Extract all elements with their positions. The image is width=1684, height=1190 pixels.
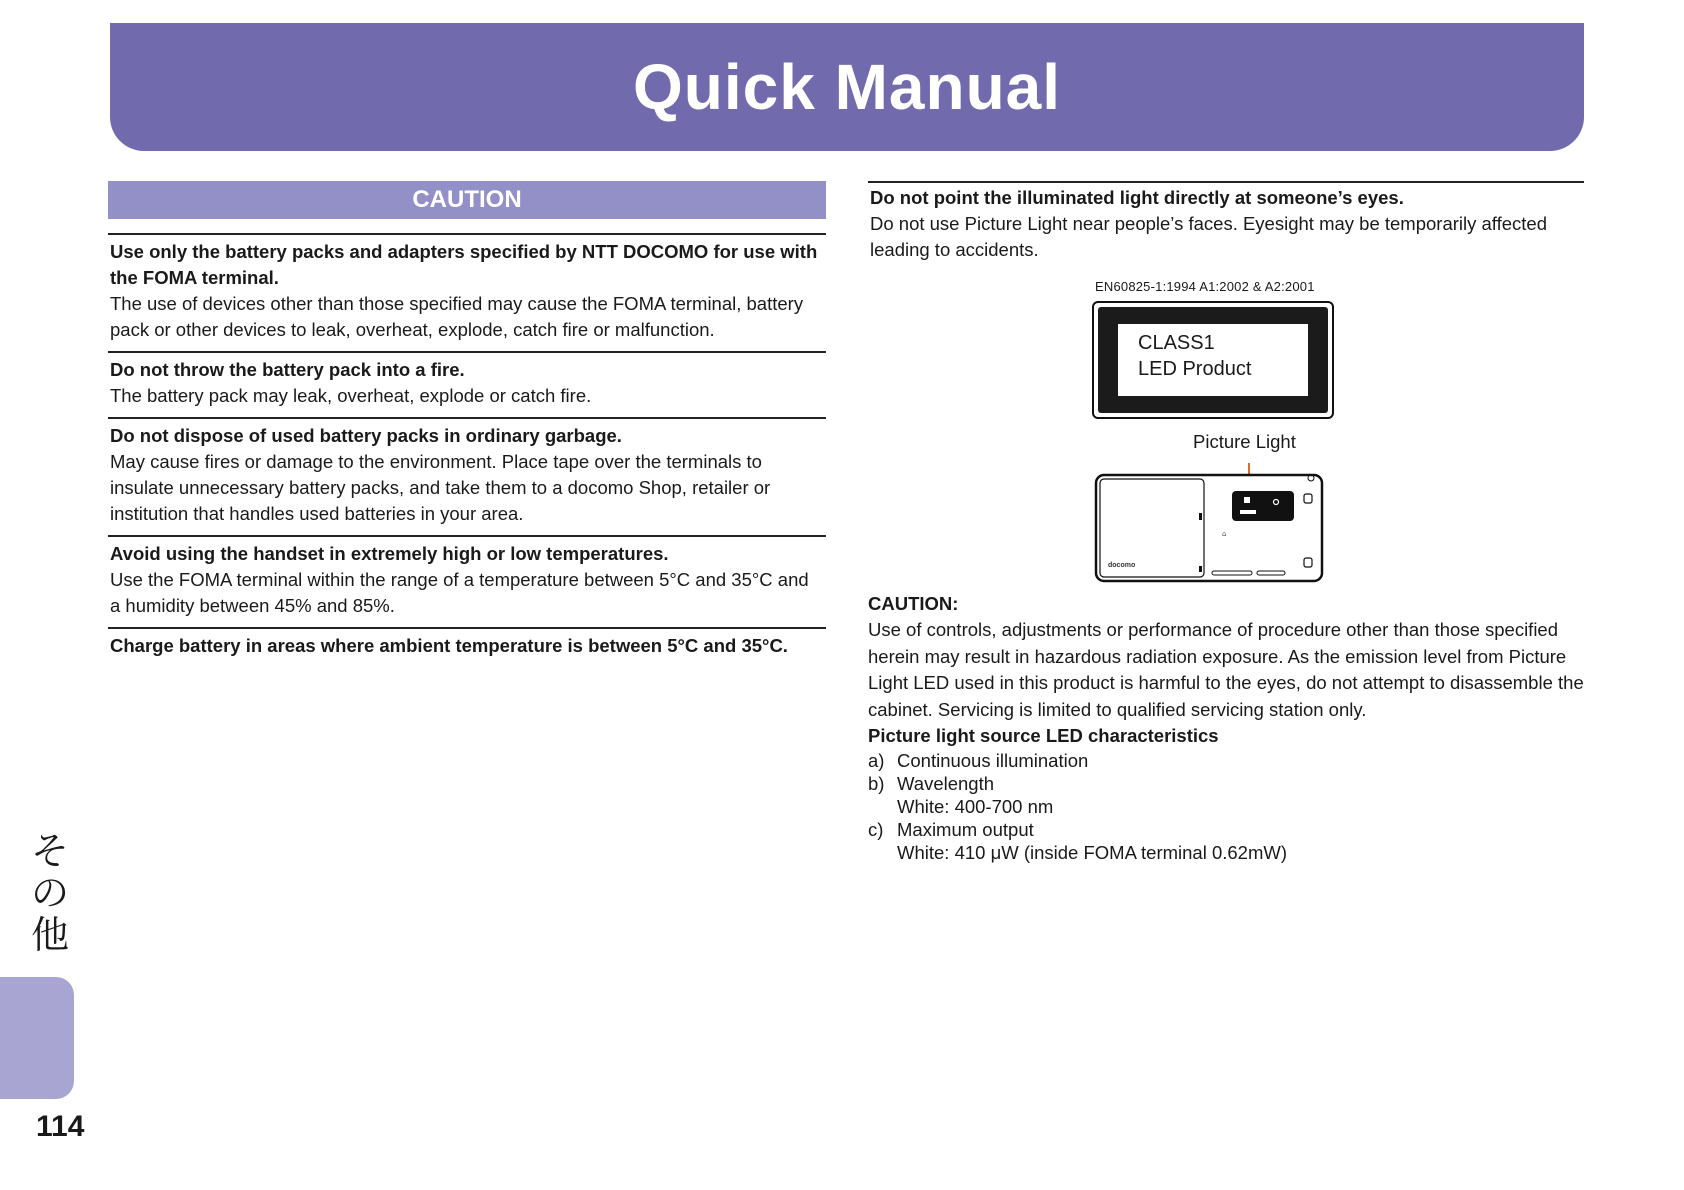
caution-bar: CAUTION [108, 181, 826, 219]
svg-text:⌂: ⌂ [1222, 530, 1227, 538]
eye-warning-body: Do not use Picture Light near people’s faces. Eyesight may be temporarily affected leading to accidents. [870, 213, 1548, 260]
brand-text: docomo [1108, 562, 1136, 569]
chapter-label [30, 830, 70, 956]
class-line: CLASS1 [1138, 332, 1215, 354]
caution-section [108, 233, 826, 349]
eye-warning-section [868, 181, 1584, 269]
list-sub-item: White: 410 μW (inside FOMA terminal 0.62mW) [897, 842, 1288, 863]
chapter-tab [0, 977, 74, 1099]
caution-section [108, 535, 826, 625]
section-heading: Do not throw the battery pack into a fire. [110, 359, 465, 380]
left-column [108, 181, 826, 667]
camera-module [1232, 491, 1294, 521]
list-item: c) Maximum output [868, 819, 1034, 840]
led-product-line: LED Product [1138, 358, 1252, 380]
section-body: The use of devices other than those specified may cause the FOMA terminal, battery pack or other devices to leak, overheat, explode, catch fire or malfunction. [110, 293, 804, 340]
section-body: The battery pack may leak, overheat, explode or catch fire. [110, 385, 592, 406]
eye-warning-heading: Do not point the illuminated light directly at someone’s eyes. [870, 187, 1404, 208]
led-label-figure [868, 271, 1584, 591]
page-number: 114 [36, 1110, 85, 1143]
caution-section [108, 627, 826, 665]
section-heading: Avoid using the handset in extremely high or low temperatures. [110, 543, 669, 564]
list-item: a) Continuous illumination [868, 750, 1089, 771]
characteristics-list [868, 749, 1584, 864]
section-body: May cause fires or damage to the environment. Place tape over the terminals to insulate unnecessary battery packs, and take them to a docomo Shop, retailer or institution that handles used batteries in your area. [110, 451, 771, 524]
chapter-char: 他 [30, 913, 69, 957]
page-title: Quick Manual [632, 51, 1062, 123]
class-label [1092, 301, 1334, 419]
standard-text: EN60825-1:1994 A1:2002 & A2:2001 [1095, 279, 1315, 294]
list-sub-item: White: 400-700 nm [897, 796, 1054, 817]
header-banner [110, 23, 1584, 151]
section-body: Use the FOMA terminal within the range of a temperature between 5°C and 35°C and a humidity between 45% and 85%. [110, 569, 809, 616]
phone-back-illustration [1094, 463, 1330, 583]
caution-section [108, 351, 826, 415]
section-heading: Charge battery in areas where ambient temperature is between 5°C and 35°C. [110, 635, 788, 656]
list-item: b) Wavelength [868, 773, 995, 794]
caution-section [108, 417, 826, 533]
section-heading: Use only the battery packs and adapters specified by NTT DOCOMO for use with the FOMA terminal. [110, 241, 818, 288]
characteristics-heading: Picture light source LED characteristics [868, 725, 1219, 746]
picture-light-label: Picture Light [1193, 431, 1296, 452]
led-caution-body: Use of controls, adjustments or performance of procedure other than those specified herein may result in hazardous radiation exposure. As the emission level from Picture Light LED used in this product is harmful to the eyes, do not attempt to disassemble the cabinet. Servicing is limited to qualified servicing station only. [868, 619, 1584, 720]
section-heading: Do not dispose of used battery packs in ordinary garbage. [110, 425, 622, 446]
right-column [868, 181, 1584, 864]
led-caution-heading: CAUTION: [868, 593, 959, 614]
chapter-char: の [30, 871, 69, 915]
led-caution-section [868, 591, 1584, 864]
chapter-char: そ [30, 829, 69, 873]
